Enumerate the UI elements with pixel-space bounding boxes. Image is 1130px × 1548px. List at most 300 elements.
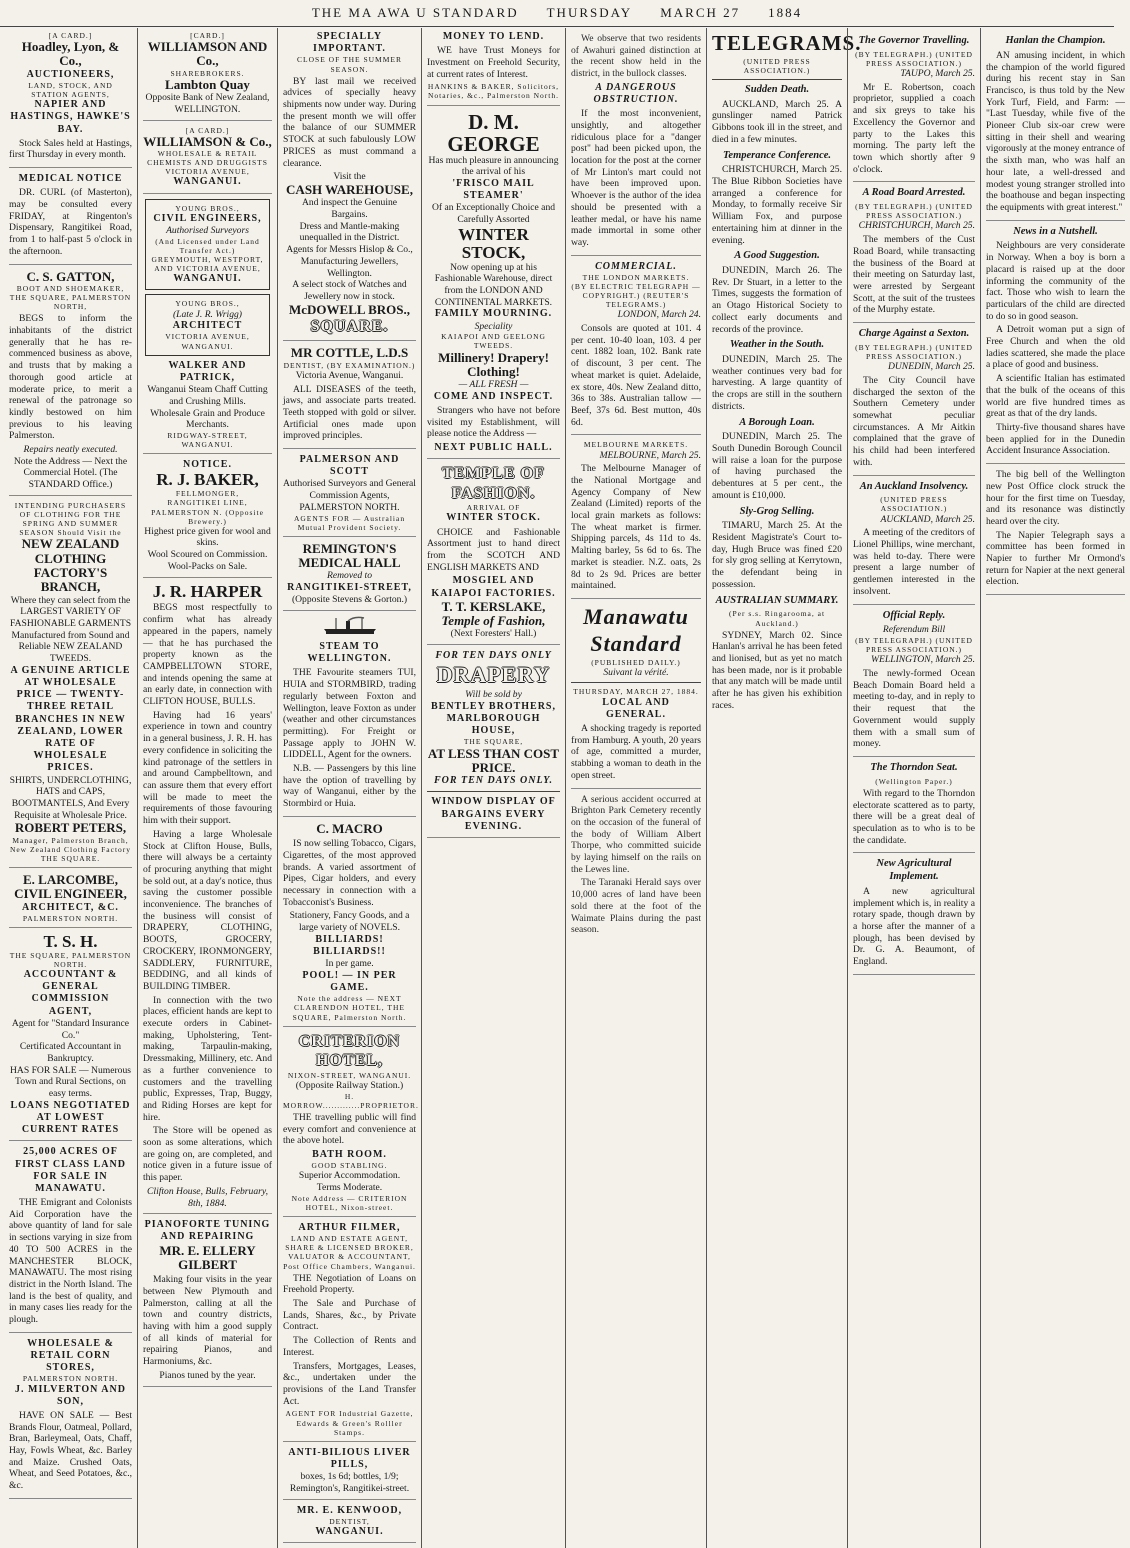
ad-place: WANGANUI. bbox=[173, 273, 242, 285]
ad-clothing-factory bbox=[9, 501, 132, 868]
column-4 bbox=[421, 28, 565, 1548]
telegram-item bbox=[712, 417, 842, 502]
telegram-body: TIMARU, March 25. At the Resident Magistrate's Court to-day, Hugh Bruce was fined £20 for sly grog selling at Kerrytown, the defendant being in possession. bbox=[712, 520, 842, 590]
ad-rj-baker bbox=[143, 459, 272, 577]
ad-young-bros-engineers bbox=[145, 199, 270, 291]
ad-body: HAVE ON SALE — Best Brands Flour, Oatmeal, Pollard, Bran, Barleymeal, Oats, Chaff, Hay, Fowls Wheat, &c. Barley and Maize. Crushed Oats, Wheat, and Seed Potatoes, &c., &c. bbox=[9, 1409, 132, 1492]
ad-title: MEDICAL NOTICE bbox=[18, 173, 123, 185]
ad-addr: VICTORIA AVENUE, WANGANUI. bbox=[165, 332, 250, 351]
ad-street: RANGITIKEI-STREET, bbox=[287, 582, 412, 594]
ad-sub: CLOSE OF THE SUMMER SEASON. bbox=[297, 55, 402, 74]
ad-place: WANGANUI. bbox=[173, 176, 242, 188]
ad-addr: Victoria Avenue, Wanganui. bbox=[295, 369, 404, 381]
news-para: A serious accident occurred at Brighton Park Cemetery recently on the occasion of the funeral of the body of William Albert Thorpe, who committed suicide by laying himself on the rails on the Lewes line. bbox=[571, 793, 701, 875]
article-dateline: DUNEDIN, March 25. bbox=[887, 361, 975, 373]
telegram-head: A Good Suggestion. bbox=[734, 250, 820, 262]
ad-specially-important bbox=[283, 31, 416, 341]
article-obstruction bbox=[571, 82, 701, 256]
article-body: The City Council have discharged the sexton of the Southern Cemetery under somewhat peculiar circumstances. A Mr Aitkin complained that the grave of his child had been interfered with. bbox=[853, 374, 975, 468]
ad-top: FOR TEN DAYS ONLY bbox=[435, 650, 552, 662]
ad-name: MR. E. ELLERY GILBERT bbox=[159, 1242, 256, 1272]
ad-sign: Clifton House, Bulls, February, 8th, 1884. bbox=[147, 1185, 268, 1209]
ad-terms: Terms Moderate. bbox=[316, 1181, 383, 1193]
ad-corn-stores bbox=[9, 1338, 132, 1499]
ad-place: PALMERSTON NORTH. bbox=[22, 913, 119, 923]
divider bbox=[427, 791, 560, 792]
article-credit: (Wellington Paper.) bbox=[875, 776, 953, 786]
ad-visit: Visit the bbox=[333, 171, 366, 183]
ad-body: Wholesale Grain and Produce Merchants. bbox=[150, 407, 265, 431]
ad-liver-pills bbox=[283, 1447, 416, 1500]
article-dateline: MELBOURNE, March 25. bbox=[599, 449, 701, 461]
article-body-4: Thirty-five thousand shares have been applied for in the Dunedin Accident Insurance Association. bbox=[986, 421, 1125, 457]
ad-body: BEGS to inform the inhabitants of the district generally that he has re-commenced business as above, and trusts that by making a thorough good article at moderate price, to merit a renewal of the patronage so kindly bestowed on him previous to his leaving Palmerston. bbox=[9, 313, 132, 442]
ad-desc: Wanganui Steam Chaff Cutting and Crushing Mills. bbox=[147, 384, 268, 407]
telegram-body: SYDNEY, March 02. Since Hanlan's arrival he has been feted and lionised, but as yet no match has been made, nor is it probable that any match will be made until after he has given his exhibition races. bbox=[712, 629, 842, 711]
ad-larcombe bbox=[9, 873, 132, 928]
article-body: AN amusing incident, in which the champion of the world figured during his recent stay in San Francisco, is thus told by the New York Turf, Field, and Farm: — "Last Tuesday, while five of the Pioneer Club six-oar crew were sitting in their shell and wearing vigorously at the money entrance of the sixth man, who was half an hour late, a well-dressed and modest young stranger strolled into the boathouse and began inspecting the equipments with great interest." bbox=[986, 49, 1125, 213]
ad-agent: Agent for "Standard Insurance Co." bbox=[11, 1017, 130, 1041]
ad-body-2: AGENTS FOR — Australian Mutual Provident Society. bbox=[293, 513, 406, 532]
article-insolvency bbox=[853, 481, 975, 605]
ad-body: WE have Trust Moneys for Investment on Freehold Security, at current rates of Interest. bbox=[427, 45, 560, 80]
ad-millinery: Millinery! Drapery! Clothing! bbox=[438, 349, 549, 379]
ad-opp: (Opposite Stevens & Gorton.) bbox=[291, 594, 408, 606]
ad-title: MONEY TO LEND. bbox=[442, 31, 545, 42]
ad-title: WILLIAMSON AND Co., bbox=[147, 39, 268, 69]
telegrams-credit: (UNITED PRESS ASSOCIATION.) bbox=[743, 56, 811, 75]
ad-piano-tuning bbox=[143, 1219, 272, 1386]
article-title: The Thorndon Seat. bbox=[870, 761, 958, 773]
ad-title: SPECIALLY IMPORTANT. bbox=[313, 31, 386, 55]
ad-body-6: AGENT FOR Industrial Gazette, Edwards & Green's Rolller Stamps. bbox=[285, 1409, 414, 1437]
ad-body: THE Favourite steamers TUI, HUIA and STORMBIRD, trading regularly between Foxton and Wellington, leave Foxton as under (weather and other circumstances permitting). For Freight or Passage apply to JOHN W. LIDDELL, Agent for the owners. bbox=[283, 667, 416, 761]
ad-body: THE travelling public will find every comfort and convenience at the above hotel. bbox=[283, 1111, 416, 1147]
ad-owner: T. T. KERSLAKE, bbox=[441, 598, 546, 614]
article-body: Mr E. Robertson, coach proprietor, supplied a coach and six greys to take his Excellency the Governor and party to the Lakes this morning. The party left the town which shortly after 9 o'clock. bbox=[853, 81, 975, 175]
ad-title: PALMERSON AND SCOTT bbox=[299, 454, 400, 478]
ad-body: CHOICE and Fashionable Assortment just to hand direct from the SCOTCH AND ENGLISH MARKETS AND bbox=[427, 526, 560, 573]
ad-mosgiel: MOSGIEL AND KAIAPOI FACTORIES. bbox=[431, 575, 556, 599]
ad-walker-patrick bbox=[143, 360, 272, 454]
ad-drapery-bentley bbox=[427, 650, 560, 838]
article-body: The Melbourne Manager of the National Mortgage and Agency Company of New Zealand (Limited) reports of the local grain markets as follows: The wheat market is firmer. Shipping parcels, 4s 11d to 4s. Malting barley, 5s 6d to 6s. The market is steadier. N.Z. oats, 2s 8d to 2s 9d. Prices are better maintained. bbox=[571, 463, 701, 592]
article-title: Charge Against a Sexton. bbox=[858, 328, 970, 340]
article-body: If the most inconvenient, unsightly, and altogether ridiculous place for a "danger post" had been picked upon, the location for the post at the corner of Mr Linton's mart could not have been improved upon. Whoever is the author of the idea should be presented with a leather medal, or have his name made immortal in some other way. bbox=[571, 108, 701, 248]
ad-window: WINDOW DISPLAY OF BARGAINS EVERY EVENING. bbox=[431, 796, 556, 832]
ad-title: WALKER AND PATRICK, bbox=[168, 359, 247, 383]
ad-criterion-hotel bbox=[283, 1032, 419, 1217]
telegram-head: Weather in the South. bbox=[729, 339, 825, 351]
ad-body-3: Now opening up at his Fashionable Warehouse, direct from the LONDON AND CONTINENTAL MARKETS. bbox=[434, 261, 553, 308]
article-dateline: AUCKLAND, March 25. bbox=[880, 513, 975, 525]
news-intro: We observe that two residents of Awahuri gained distinction at the recent show held in the district, in the bullock classes. bbox=[571, 33, 701, 80]
ad-title: REMINGTON'S MEDICAL HALL bbox=[298, 540, 401, 571]
article-dateline: LONDON, March 24. bbox=[617, 309, 701, 321]
ad-note: Note Address — CRITERION HOTEL, Nixon-street. bbox=[291, 1193, 408, 1212]
article-sub: THE LONDON MARKETS. bbox=[582, 272, 690, 282]
ad-body: BEGS most respectfully to confirm what has already appeared in the papers, namely — that he has purchased the property known as the CAMPBELLTOWN STORE, and intends opening the same at an early date, in connection with CLIFTON HOUSE, BULLS. bbox=[143, 602, 272, 708]
ad-addr: RIDGWAY-STREET, WANGANUI. bbox=[167, 430, 248, 450]
ad-body-3: Dress and Mantle-making unequalled in the District. bbox=[299, 220, 400, 244]
paper-title: Manawatu Standard bbox=[583, 603, 689, 656]
article-body: Consols are quoted at 101. 4 per cent. 10-40 loan, 103. 4 per cent. 1882 loan, 102. Bank rate of discount, 3 per cent. The wheat market is quiet. Adelaide, ex store, 40s. New Zealand ditto, 36s to 38s. Australian tallow — Beef, 37s 6d. Best mutton, 40s 6d. bbox=[571, 323, 701, 428]
article-official-reply bbox=[853, 610, 975, 757]
ad-hoadley-lyon bbox=[9, 31, 132, 168]
ad-body: IS now selling Tobacco, Cigars, Cigarettes, of the most approved brands. A varied assortment of Pipes, Cigar holders, and every necessary in connection with a Tobacconist's Business. bbox=[283, 838, 416, 908]
ad-title: MR. E. KENWOOD, bbox=[296, 1504, 403, 1516]
telegram-head: A Borough Loan. bbox=[739, 416, 815, 428]
column-6 bbox=[706, 28, 862, 1548]
article-hanlan bbox=[986, 35, 1125, 221]
ad-title: TEMPLE OF FASHION. bbox=[442, 465, 545, 502]
masthead-date: MARCH 27 bbox=[660, 5, 741, 20]
ad-land-sale bbox=[9, 1146, 132, 1332]
telegram-item bbox=[712, 250, 842, 335]
article-dateline: WELLINGTON, March 25. bbox=[871, 654, 975, 666]
ad-repairs: Repairs neatly executed. bbox=[23, 444, 118, 456]
ad-title: DRAPERY bbox=[436, 662, 551, 688]
ad-title: ARTHUR FILMER, bbox=[298, 1221, 401, 1233]
ad-title: C. MACRO bbox=[316, 820, 383, 836]
ad-title: D. M. GEORGE bbox=[447, 109, 540, 156]
ad-title: WHOLESALE & RETAIL CORN STORES, bbox=[27, 1337, 114, 1374]
ad-body-2: And inspect the Genuine Bargains. bbox=[301, 197, 398, 220]
ad-title: PIANOFORTE TUNING AND REPAIRING bbox=[144, 1219, 271, 1243]
ad-title: MR COTTLE, L.D.S bbox=[290, 345, 409, 361]
ad-body-3: In per game. bbox=[325, 958, 374, 970]
ad-title: NEW ZEALAND CLOTHING FACTORY'S BRANCH, bbox=[21, 536, 120, 595]
ad-ship: 'FRISCO MAIL STEAMER' bbox=[452, 178, 535, 202]
ad-desc: LAND, STOCK, AND STATION AGENTS, bbox=[28, 80, 113, 100]
ad-bros: McDOWELL BROS., bbox=[289, 301, 410, 317]
ad-role: AUCTIONEERS, bbox=[26, 68, 115, 80]
telegram-head: AUSTRALIAN SUMMARY. bbox=[715, 594, 839, 606]
ad-title: J. R. HARPER bbox=[152, 581, 263, 601]
ad-money-to-lend bbox=[427, 31, 560, 106]
article-commercial bbox=[571, 261, 701, 436]
ad-lines: SHIRTS, UNDERCLOTHING, HATS and CAPS, BOOTMANTELS, And Every Requisite at Wholesale Price. bbox=[9, 774, 132, 821]
ad-addr: GREYMOUTH, WESTPORT, AND VICTORIA AVENUE, bbox=[151, 254, 264, 274]
ad-firm: HANKINS & BAKER, Solicitors, Notaries, &c., Palmerston North. bbox=[427, 82, 560, 101]
telegram-item bbox=[712, 150, 842, 247]
ad-body-2: Pianos tuned by the year. bbox=[159, 1369, 256, 1381]
ad-arrival: ARRIVAL OF bbox=[466, 503, 521, 513]
ad-arthur-filmer bbox=[283, 1222, 416, 1442]
ad-role: ARCHITECT bbox=[172, 320, 243, 332]
ad-body: ALL DISEASES of the teeth, jaws, and associate parts treated. Teeth stopped with gold or silver. Artificial ones made upon improved principles. bbox=[283, 383, 416, 442]
article-title: MELBOURNE MARKETS. bbox=[583, 440, 689, 450]
article-title: An Auckland Insolvency. bbox=[859, 480, 969, 492]
article-title: News in a Nutshell. bbox=[1013, 225, 1098, 237]
ad-fresh: — ALL FRESH — bbox=[458, 379, 529, 391]
ad-notice: NOTICE. bbox=[183, 459, 232, 471]
telegram-body: DUNEDIN, March 25. The South Dunedin Borough Council will raise a loan for the purpose of having purchased the debentures at 5 per cent., the amount is £10,000. bbox=[712, 431, 842, 501]
newspaper-columns bbox=[4, 28, 1125, 1537]
ad-tagline: Temple of Fashion, bbox=[441, 613, 546, 629]
ad-addr: Opposite Bank of New Zealand, WELLINGTON. bbox=[145, 92, 270, 115]
ad-temple-fashion bbox=[427, 464, 560, 645]
article-nutshell bbox=[986, 226, 1125, 464]
ad-body: LAND AND ESTATE AGENT, SHARE & LICENSED BROKER, VALUATOR & ACCOUNTANT, Post Office Chambers, Wanganui. bbox=[283, 1234, 416, 1271]
ad-note: Note the Address — Next the Commercial Hotel. (The STANDARD Office.) bbox=[13, 455, 128, 491]
ad-kenwood bbox=[283, 1505, 416, 1544]
ad-tsh bbox=[9, 933, 132, 1141]
ad-addr: (Next Foresters' Hall.) bbox=[450, 628, 537, 640]
article-body-2: The Napier Telegraph says a committee has been formed in Napier to further Mr Ormond's return for Napier at the next general election. bbox=[986, 529, 1125, 588]
ad-firm: BENTLEY BROTHERS, bbox=[431, 700, 556, 712]
ad-body: boxes, 1s 6d; bottles, 1/9; Remington's, Rangitikei-street. bbox=[289, 1471, 410, 1494]
column-3 bbox=[277, 28, 421, 1548]
ad-role: WHOLESALE & RETAIL CHEMISTS AND DRUGGISTS bbox=[147, 149, 268, 168]
article-title: COMMERCIAL. bbox=[595, 260, 677, 272]
ad-acc: Superior Accommodation. bbox=[298, 1170, 401, 1182]
article-title: A Road Board Arrested. bbox=[862, 187, 966, 199]
ad-title: YOUNG BROS., bbox=[175, 299, 240, 309]
column-2 bbox=[137, 28, 277, 1548]
telegram-item bbox=[712, 84, 842, 146]
ad-title: CRITERION HOTEL, bbox=[298, 1032, 401, 1070]
ad-head: 25,000 ACRES OF FIRST CLASS LAND FOR SALE IN MANAWATU. bbox=[15, 1146, 126, 1194]
ad-billiards: BILLIARDS! BILLIARDS!! bbox=[313, 933, 386, 957]
article-implement bbox=[853, 858, 975, 975]
news-para: The Taranaki Herald says over 10,000 acres of land have been sold there at the foot of the Waimate Plains during the past season. bbox=[571, 877, 701, 936]
ad-body-2: Stationery, Fancy Goods, and a large variety of NOVELS. bbox=[289, 910, 410, 934]
telegram-item bbox=[712, 506, 842, 591]
ad-body-2: Having had 16 years' experience in town and country in a general business, J. R. H. has every confidence in soliciting the kind patronage of the settlers in and around Campbelltown, and can assure them that every effort will be made to meet the requirements of those favouring him with their support. bbox=[143, 709, 272, 827]
ad-dm-george bbox=[427, 111, 560, 460]
ad-house: MARLBOROUGH HOUSE, bbox=[446, 713, 541, 737]
ad-jr-harper bbox=[143, 583, 272, 1215]
masthead-day: THURSDAY bbox=[546, 5, 633, 20]
ad-opp: (Opposite Railway Station.) bbox=[295, 1079, 404, 1091]
ad-pool: POOL! — IN PER GAME. bbox=[302, 969, 397, 994]
column-8 bbox=[980, 28, 1130, 1548]
ad-body: DR. CURL (of Masterton), may be consulted every FRIDAY, at Ringenton's Dispensary, Rangitikei Road, from 1 to half-past 5 o'clock in the afternoon. bbox=[9, 187, 132, 257]
ad-title: WILLIAMSON & Co., bbox=[143, 133, 272, 149]
ad-head: INTENDING PURCHASERS OF CLOTHING FOR THE SPRING AND SUMMER SEASON Should Visit the bbox=[14, 500, 127, 538]
ad-price: AT LESS THAN COST PRICE. bbox=[427, 745, 560, 775]
ad-body: Has much pleasure in announcing the arrival of his bbox=[428, 154, 559, 178]
masthead-paper: THE MA AWA U STANDARD bbox=[311, 5, 519, 20]
article-body-3: A scientific Italian has estimated that the bulk of the oceans of this world are five hundred times as great as that of the dry lands. bbox=[986, 373, 1125, 420]
ad-steam-wellington bbox=[283, 616, 416, 817]
steamship-icon bbox=[320, 616, 380, 638]
ad-sale: HAS FOR SALE — Numerous Town and Rural Sections, on easy terms. bbox=[10, 1064, 131, 1100]
ad-title: T. S. H. bbox=[43, 931, 98, 951]
ad-warehouse: CASH WAREHOUSE, bbox=[286, 181, 413, 197]
ad-young-bros-architect bbox=[145, 294, 270, 355]
column-5 bbox=[565, 28, 706, 1548]
ad-title: R. J. BAKER, bbox=[156, 470, 259, 490]
telegram-head: Sly-Grog Selling. bbox=[739, 505, 815, 517]
article-body: The members of the Cust Road Board, while transacting the business of the Board at their meeting on Saturday last, were arrested by Sergeant Scott, at the suit of the trustees of the Murphy estate. bbox=[853, 234, 975, 316]
article-title: The Governor Travelling. bbox=[858, 35, 970, 46]
ad-addr: RANGITIKEI LINE, PALMERSTON N. (Opposite Brewery.) bbox=[151, 498, 264, 526]
ad-title: E. LARCOMBE, bbox=[23, 872, 118, 888]
article-body: A meeting of the creditors of Lionel Phillips, wine merchant, was held to-day. There were present a large number of gentlemen interested in the insolvent. bbox=[853, 527, 975, 597]
masthead bbox=[0, 0, 1114, 27]
ad-manager-desc: Manager, Palmerston Branch, New Zealand Clothing Factory THE SQUARE. bbox=[9, 835, 132, 863]
ad-role: DENTIST, (BY EXAMINATION.) bbox=[283, 360, 416, 370]
ad-addr: NIXON-STREET, WANGANUI. bbox=[287, 1070, 412, 1080]
ad-role: CIVIL ENGINEERS, bbox=[153, 212, 262, 224]
ad-body-3: Having a large Wholesale Stock at Clifton House, Bulls, there will always be a certainty of procuring anything that might be sold out, at a day's notice, thus saving the customer possible inconvenience. The branches of the business will consist of DRAPERY, CLOTHING, BOOTS, GROCERY, CROCKERY, IRONMONGERY, SADDLERY, FURNITURE, BEDDING, and all kinds of BUILDING TIMBER. bbox=[143, 828, 272, 992]
article-sub: Referendum Bill bbox=[882, 624, 946, 636]
article-title: New Agricultural Implement. bbox=[876, 858, 952, 883]
card-tag: [A CARD.] bbox=[48, 31, 93, 40]
article-credit: (BY ELECTRIC TELEGRAPH — COPYRIGHT.) (REUTER'S TELEGRAMS.) bbox=[571, 281, 701, 310]
ad-gatton bbox=[9, 270, 132, 496]
ad-name: J. MILVERTON AND SON, bbox=[15, 1383, 126, 1407]
article-credit: (BY TELEGRAPH.) (UNITED PRESS ASSOCIATION.) bbox=[855, 202, 973, 221]
ad-title: ANTI-BILIOUS LIVER PILLS, bbox=[288, 1446, 411, 1471]
ad-mourning: FAMILY MOURNING. bbox=[434, 308, 553, 320]
ad-prop: H. MORROW.............PROPRIETOR. bbox=[283, 1091, 419, 1110]
divider bbox=[571, 682, 701, 683]
ad-place: WANGANUI. bbox=[315, 1525, 384, 1537]
ad-williamson-sharebrokers bbox=[143, 31, 272, 121]
article-dateline: CHRISTCHURCH, March 25. bbox=[858, 220, 975, 232]
paper-motto: Suivant la vérité. bbox=[603, 666, 669, 678]
ad-bath: BATH ROOM. bbox=[312, 1148, 387, 1160]
telegram-item bbox=[712, 595, 842, 712]
ad-winter: WINTER STOCK. bbox=[446, 512, 541, 524]
ad-bottom: FOR TEN DAYS ONLY. bbox=[433, 775, 554, 787]
ad-title: Hoadley, Lyon, & Co., bbox=[21, 39, 120, 69]
article-body: A new agricultural implement which is, in reality a rotary spade, though drawn by a horse after the manner of a plough, has been devised by Dr. G. A. Beaumont, of England. bbox=[853, 885, 975, 968]
ad-role: DENTIST, bbox=[329, 1516, 370, 1526]
ad-place: THE SQUARE, PALMERSTON NORTH. bbox=[9, 950, 132, 969]
article-body-2: A Detroit woman put a sign of Free Church and when the old ladies scattered, she made the place a place of good and business. bbox=[986, 324, 1125, 371]
ad-body: Highest price given for wool and skins. bbox=[144, 525, 271, 549]
telegram-credit: (Per s.s. Ringarooma, at Auckland.) bbox=[728, 609, 826, 628]
article-title: A DANGEROUS OBSTRUCTION. bbox=[593, 81, 679, 105]
ad-moved: Removed to bbox=[326, 570, 373, 582]
ad-place: NAPIER AND HASTINGS, HAWKE'S BAY. bbox=[10, 99, 131, 135]
card-tag: [CARD.] bbox=[190, 31, 225, 40]
ad-body-2: Wool Scoured on Commission. bbox=[147, 549, 268, 561]
ad-palmerson-scott bbox=[283, 454, 416, 537]
telegram-head: Temperance Conference. bbox=[722, 149, 832, 161]
ad-body-4: In connection with the two places, efficient hands are kept to execute orders in Cabinet-making, Upholstering, Tent-making, Tarpaulin-making, Dressmaking, Millinery, etc. And as a further convenience to customers and the travelling public, Expresses, Trap, Buggy, and Riding Horses are kept for hire. bbox=[143, 994, 272, 1123]
ad-body-4: The Collection of Rents and Interest. bbox=[283, 1335, 416, 1358]
telegram-body: CHRISTCHURCH, March 25. The Blue Ribbon Societies have arranged a conference for Monday, to formally receive Sir William Fox, and purpose entertaining him at dinner in the evening. bbox=[712, 164, 842, 246]
article-body: The big bell of the Wellington new Post Office clock struck the hour for the first time on Tuesday, and its resonance was distinctly heard over the city. bbox=[986, 469, 1125, 527]
telegram-body: DUNEDIN, March 25. The weather continues very bad for harvesting. A large quantity of the crops are still in the southern districts. bbox=[712, 354, 842, 412]
ad-spec: Speciality bbox=[474, 320, 513, 332]
article-credit: (BY TELEGRAPH.) (UNITED PRESS ASSOCIATION.) bbox=[855, 49, 973, 68]
ad-body-3: Wool-Packs on Sale. bbox=[167, 560, 248, 572]
column-1 bbox=[4, 28, 137, 1548]
column-7 bbox=[847, 28, 980, 1548]
ad-place: Lambton Quay bbox=[165, 76, 250, 92]
ad-body-3: The Sale and Purchase of Lands, Shares, &c., by Private Contract. bbox=[283, 1298, 416, 1333]
ad-body-2: N.B. — Passengers by this line have the option of travelling by way of Wanganui, either by the Stormbird or Huia. bbox=[283, 763, 416, 810]
ad-stab: GOOD STABLING. bbox=[311, 1161, 388, 1171]
ad-body-5: Transfers, Mortgages, Leases, &c., undertaken under the provisions of the Land Transfer Act. bbox=[283, 1360, 416, 1407]
article-credit: (UNITED PRESS ASSOCIATION.) bbox=[880, 495, 948, 514]
divider bbox=[712, 79, 842, 80]
ad-title: YOUNG BROS., bbox=[175, 203, 240, 213]
ad-body-5: The Store will be opened as soon as some alterations, which are going on, are completed, and notice given in a future issue of this paper. bbox=[143, 1125, 272, 1184]
ad-addr: NEXT PUBLIC HALL. bbox=[434, 442, 553, 454]
ad-body: Authorised Surveyors and General Commission Agents, PALMERSTON NORTH. bbox=[283, 478, 416, 513]
ad-addr: VICTORIA AVENUE, bbox=[165, 167, 250, 177]
ad-role-2: ARCHITECT, &C. bbox=[22, 901, 119, 913]
ad-role: ACCOUNTANT & GENERAL COMMISSION AGENT, bbox=[23, 969, 118, 1017]
ad-manager: ROBERT PETERS, bbox=[14, 820, 127, 836]
ad-body-2: Of an Exceptionally Choice and Carefully Assorted bbox=[431, 202, 556, 226]
ad-trade: BOOT AND SHOEMAKER, bbox=[16, 283, 125, 293]
editorial-manawatu-standard bbox=[571, 604, 701, 789]
article-credit: (BY TELEGRAPH.) (UNITED PRESS ASSOCIATION.) bbox=[855, 342, 973, 362]
article-title: Official Reply. bbox=[882, 609, 946, 621]
ad-title: STEAM TO WELLINGTON. bbox=[307, 641, 392, 665]
article-road-board bbox=[853, 187, 975, 323]
article-sexton bbox=[853, 328, 975, 475]
ad-square: THE SQUARE, bbox=[463, 737, 524, 747]
ad-role: CIVIL ENGINEER, bbox=[14, 886, 127, 902]
ad-body-4: Strangers who have not before visited my Establishment, will please notice the Address — bbox=[427, 405, 560, 440]
ad-body: BY last mail we received advices of specially heavy shipments now under way. During the present month we will offer the balance of our SUMMER STOCK at such fabulously LOW PRICES as must command a clearance. bbox=[283, 75, 416, 169]
ad-title: C. S. GATTON, bbox=[26, 268, 115, 284]
paper-pub: (PUBLISHED DAILY.) bbox=[591, 657, 681, 667]
ad-loans: LOANS NEGOTIATED AT LOWEST CURRENT RATES bbox=[10, 1099, 131, 1136]
article-body: Neighbours are very considerate in Norway. When a boy is born a placard is raised up at the door informing the community of the fact. Those who wish to learn the particulars of the child are directed to do so in good season. bbox=[986, 240, 1125, 322]
ad-body-2: A GENUINE ARTICLE AT WHOLESALE PRICE — TWENTY-THREE RETAIL BRANCHES IN NEW ZEALAND, LOWER RATE OF WHOLESALE PRICES. bbox=[10, 664, 131, 774]
article-wellington bbox=[986, 469, 1125, 595]
ad-note: Stock Sales held at Hastings, first Thursday in every month. bbox=[9, 137, 132, 161]
telegram-body: AUCKLAND, March 25. A gunslinger named Patrick Gibbons took ill in the street, and died in a few minutes. bbox=[712, 98, 842, 145]
masthead-year: 1884 bbox=[768, 5, 803, 20]
local-general-head: LOCAL AND GENERAL. bbox=[602, 696, 670, 720]
ad-macro bbox=[283, 822, 416, 1027]
telegram-body: DUNEDIN, March 26. The Rev. Dr Stuart, in a letter to the Times, suggests the formation of an Otago Historical Society to collect early documents and records of the province. bbox=[712, 265, 842, 335]
ad-square: SQUARE. bbox=[310, 317, 389, 335]
ad-come: COME AND INSPECT. bbox=[433, 390, 554, 402]
ad-remington bbox=[283, 542, 416, 611]
article-governor bbox=[853, 35, 975, 182]
ad-desc: (And Licensed under Land Transfer Act.) bbox=[155, 236, 260, 255]
ad-sold: Will be sold by bbox=[465, 689, 522, 701]
ad-body-4: Agents for Messrs Hislop & Co., Manufacturing Jewellers, Wellington. bbox=[286, 244, 413, 279]
article-thorndon bbox=[853, 762, 975, 853]
ad-body: Where they can select from the LARGEST VARIETY OF FASHIONABLE GARMENTS Manufactured from Sound and Reliable NEW ZEALAND TWEEDS. bbox=[9, 594, 132, 665]
ad-body: Making four visits in the year between New Plymouth and Palmerston, calling at all the town and country districts, having with him a good supply of all kinds of material for repairing Pianos, and Harmoniums, &c. bbox=[143, 1274, 272, 1368]
ad-role-2: Authorised Surveyors bbox=[166, 224, 249, 236]
ad-cottle-dentist bbox=[283, 346, 416, 449]
telegram-item bbox=[712, 339, 842, 412]
article-body: A shocking tragedy is reported from Hamburg. A youth, 20 years of age, committed a murder, stabbing a woman to death in the open street. bbox=[571, 723, 701, 781]
ad-tweeds: KAIAPOI AND GEELONG TWEEDS. bbox=[441, 332, 546, 351]
telegrams-title: TELEGRAMS. bbox=[712, 31, 862, 55]
paper-date: THURSDAY, MARCH 27, 1884. bbox=[573, 687, 699, 697]
ad-note: Note the address — NEXT CLARENDON HOTEL, THE SQUARE, Palmerston North. bbox=[292, 994, 407, 1022]
ad-desc: (Late J. R. Wrigg) bbox=[172, 308, 242, 320]
card-tag: [A CARD.] bbox=[185, 125, 230, 135]
ad-williamson-chemists bbox=[143, 126, 272, 194]
article-body: The newly-formed Ocean Beach Domain Board held a meeting to-day, and in reply to their request that the Government would supply them with a small sum of money. bbox=[853, 668, 975, 750]
ad-body-5: A select stock of Watches and Jewellery now in stock. bbox=[292, 279, 407, 302]
article-title: Hanlan the Champion. bbox=[1005, 35, 1106, 46]
ad-cert: Certificated Accountant in Bankruptcy. bbox=[19, 1041, 122, 1064]
ad-place: THE SQUARE, PALMERSTON NORTH, bbox=[9, 293, 132, 312]
article-body: With regard to the Thorndon electorate scattered as to party, there will be a great deal of speculation as to who is to be the candidate. bbox=[853, 787, 975, 846]
article-melbourne-markets bbox=[571, 440, 701, 599]
ad-role: SHAREBROKERS. bbox=[170, 68, 245, 78]
ad-place: PALMERSTON NORTH. bbox=[22, 1374, 119, 1384]
